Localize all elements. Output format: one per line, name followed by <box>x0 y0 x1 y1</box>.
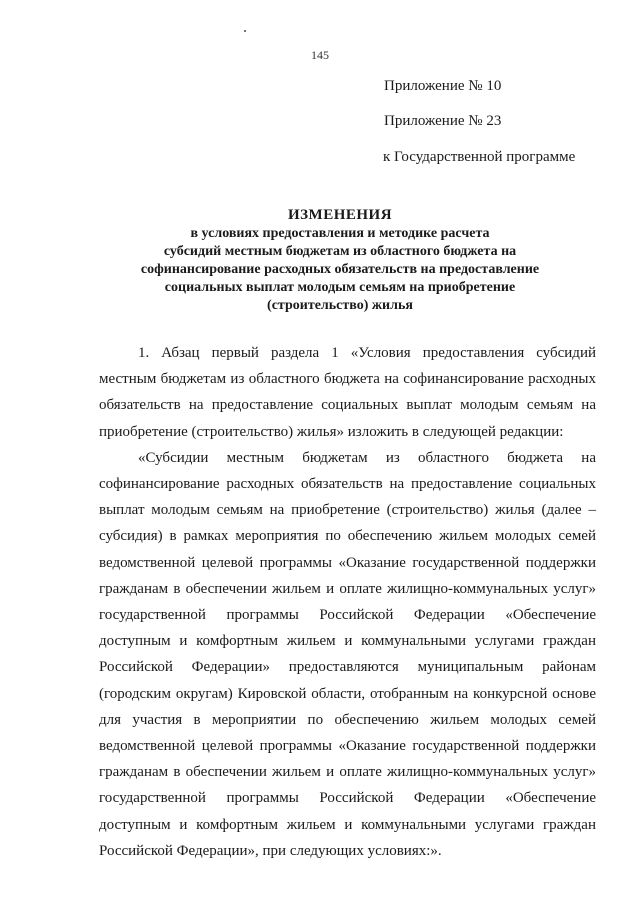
paragraph-2: «Субсидии местным бюджетам из областного бюджета на софинансирование расходных обязательств на предоставление социальных выплат молодым семьям на приобретение (строительство) жилья (далее – субсидия) в рамках мероприятия по обеспечению жильем молодых семей ведомственной целевой программы «Оказание государственной поддержки гражданам в обеспечении жильем и оплате жилищно-коммунальных услуг» государственной программы Российской Федерации «Обеспечение доступным и комфортным жильем и коммунальными услугами граждан Российской Федерации» предоставляются муниципальным районам (городским округам) Кировской области, отобранным на конкурсной основе для участия в мероприятии по обеспечению жильем молодых семей ведомственной целевой программы «Оказание государственной поддержки гражданам в обеспечении жильем и оплате жилищно-коммунальных услуг» государственной программы Российской Федерации «Обеспечение доступным и комфортным жильем и коммунальными услугами граждан Российской Федерации», при следующих условиях:». <box>99 449 596 859</box>
title-line-2: субсидий местным бюджетам из областного бюджета на <box>163 244 517 259</box>
attachment-line-2: Приложение № 23 <box>384 113 502 129</box>
title-line-5: (строительство) жилья <box>267 298 413 313</box>
attachment-line-3: к Государственной программе <box>383 149 576 165</box>
scan-speck <box>244 30 246 32</box>
page-number: 145 <box>311 48 329 62</box>
paragraph-1: 1. Абзац первый раздела 1 «Условия предоставления субсидий местным бюджетам из областного бюджета на софинансирование расходных обязательств на предоставление социальных выплат молодым семьям на приобретение (строительство) жилья» изложить в следующей редакции: <box>99 345 596 440</box>
document-body <box>99 340 596 864</box>
document-title <box>60 206 620 315</box>
title-heading: ИЗМЕНЕНИЯ <box>287 207 393 223</box>
title-line-4: социальных выплат молодым семьям на приобретение <box>164 280 516 295</box>
attachment-line-1: Приложение № 10 <box>384 78 502 94</box>
title-line-3: софинансирование расходных обязательств на предоставление <box>140 262 540 277</box>
title-line-1: в условиях предоставления и методике расчета <box>190 226 490 241</box>
attachment-block <box>384 77 624 166</box>
